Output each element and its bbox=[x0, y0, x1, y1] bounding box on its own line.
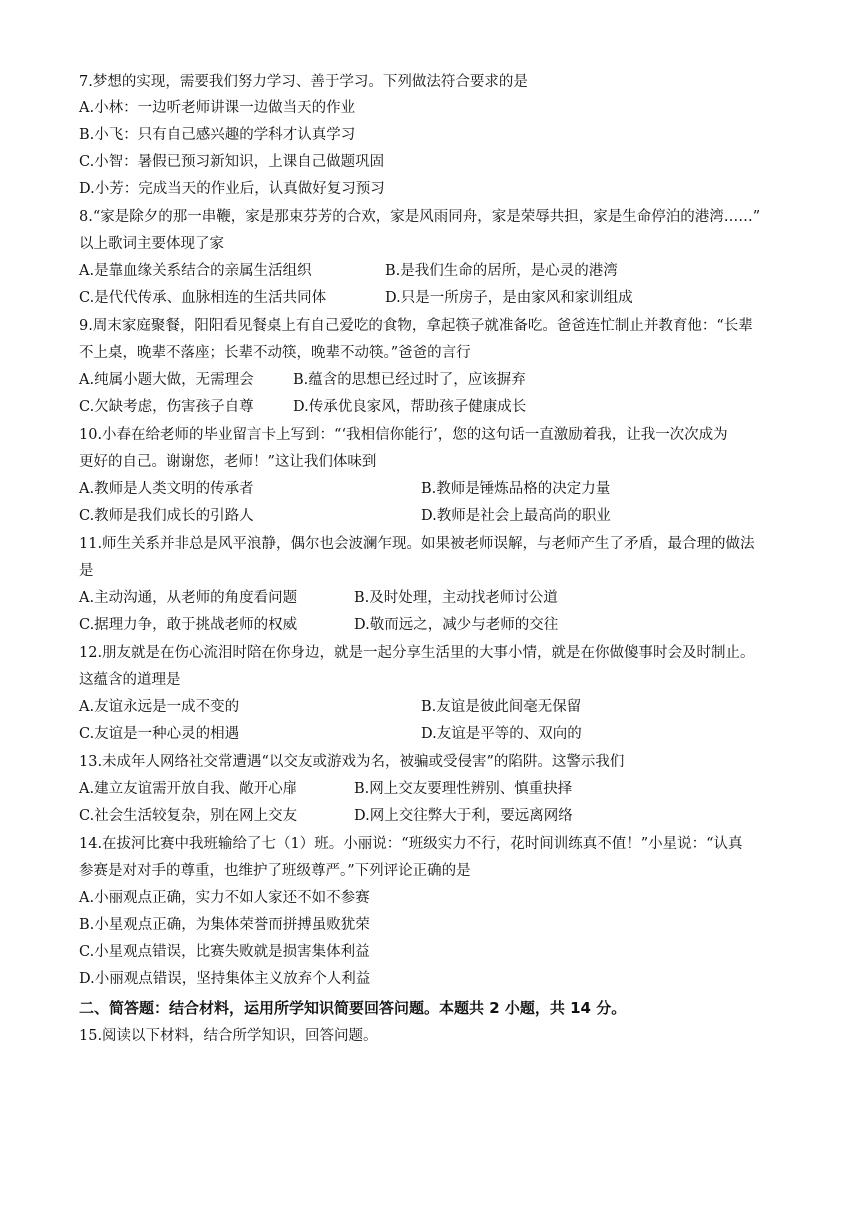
question-15-stem: 15.阅读以下材料，结合所学知识，回答问题。 bbox=[79, 1028, 378, 1044]
question-12-stem-line2: 这蕴含的道理是 bbox=[79, 672, 181, 688]
question-12-option-c: C.友谊是一种心灵的相遇 bbox=[79, 726, 240, 742]
question-11-option-a: A.主动沟通，从老师的角度看问题 bbox=[79, 590, 298, 606]
question-9-option-b: B.蕴含的思想已经过时了，应该摒弃 bbox=[293, 372, 526, 388]
question-9-stem-line1: 9.周末家庭聚餐，阳阳看见餐桌上有自己爱吃的食物，拿起筷子就准备吃。爸爸连忙制止并教育他：“长辈 bbox=[79, 318, 753, 334]
question-14-option-a: A.小丽观点正确，实力不如人家还不如不参赛 bbox=[79, 890, 370, 906]
question-14-stem-line2: 参赛是对对手的尊重，也维护了班级尊严。”下列评论正确的是 bbox=[79, 863, 471, 879]
question-10-option-c: C.教师是我们成长的引路人 bbox=[79, 508, 254, 524]
question-8-option-d: D.只是一所房子，是由家风和家训组成 bbox=[385, 290, 633, 306]
question-10-option-b: B.教师是锤炼品格的决定力量 bbox=[421, 481, 611, 497]
question-8-option-b: B.是我们生命的居所，是心灵的港湾 bbox=[385, 263, 618, 279]
question-13-option-b: B.网上交友要理性辨别、慎重抉择 bbox=[354, 781, 573, 797]
question-10-option-a: A.教师是人类文明的传承者 bbox=[79, 481, 254, 497]
question-8-stem-line2: 以上歌词主要体现了家 bbox=[79, 236, 224, 252]
question-7-option-b: B.小飞：只有自己感兴趣的学科才认真学习 bbox=[79, 127, 356, 143]
question-14-option-c: C.小星观点错误，比赛失败就是损害集体利益 bbox=[79, 944, 370, 960]
question-7-stem: 7.梦想的实现，需要我们努力学习、善于学习。下列做法符合要求的是 bbox=[79, 74, 528, 90]
question-9-option-d: D.传承优良家风，帮助孩子健康成长 bbox=[293, 399, 527, 415]
question-14-stem-line1: 14.在拔河比赛中我班输给了七（1）班。小丽说：“班级实力不行，花时间训练真不值！”小星说：“认真 bbox=[79, 836, 743, 852]
question-11-stem-line1: 11.师生关系并非总是风平浪静，偶尔也会波澜乍现。如果被老师误解，与老师产生了矛盾，最合理的做法 bbox=[79, 536, 755, 552]
question-11-option-b: B.及时处理，主动找老师讨公道 bbox=[354, 590, 558, 606]
question-7-option-c: C.小智：暑假已预习新知识，上课自己做题巩固 bbox=[79, 154, 385, 170]
question-13-option-d: D.网上交往弊大于利，要远离网络 bbox=[354, 808, 573, 824]
question-12-option-d: D.友谊是平等的、双向的 bbox=[421, 726, 582, 742]
question-8-stem-line1: 8.“家是除夕的那一串鞭，家是那束芬芳的合欢，家是风雨同舟，家是荣辱共担，家是生命停泊的港湾……” bbox=[79, 209, 761, 225]
question-12-stem-line1: 12.朋友就是在伤心流泪时陪在你身边，就是一起分享生活里的大事小情，就是在你做傻事时会及时制止。 bbox=[79, 645, 755, 661]
question-11-stem-line2: 是 bbox=[79, 563, 94, 579]
question-9-option-a: A.纯属小题大做，无需理会 bbox=[79, 372, 254, 388]
question-8-option-a: A.是靠血缘关系结合的亲属生活组织 bbox=[79, 263, 312, 279]
section-2-heading: 二、简答题：结合材料，运用所学知识简要回答问题。本题共 2 小题，共 14 分。 bbox=[79, 999, 627, 1017]
question-10-stem-line1: 10.小春在给老师的毕业留言卡上写到：“‘我相信你能行’，您的这句话一直激励着我，让我一次次成为 bbox=[79, 427, 728, 443]
question-13-option-a: A.建立友谊需开放自我、敞开心扉 bbox=[79, 781, 298, 797]
question-13-option-c: C.社会生活较复杂，别在网上交友 bbox=[79, 808, 298, 824]
question-7-option-a: A.小林：一边听老师讲课一边做当天的作业 bbox=[79, 100, 356, 116]
question-14-option-b: B.小星观点正确，为集体荣誉而拼搏虽败犹荣 bbox=[79, 917, 370, 933]
question-10-stem-line2: 更好的自己。谢谢您，老师！”这让我们体味到 bbox=[79, 454, 377, 470]
question-14-option-d: D.小丽观点错误，坚持集体主义放弃个人利益 bbox=[79, 971, 371, 987]
question-9-option-c: C.欠缺考虑，伤害孩子自尊 bbox=[79, 399, 254, 415]
question-7-option-d: D.小芳：完成当天的作业后，认真做好复习预习 bbox=[79, 181, 385, 197]
question-12-option-b: B.友谊是彼此间毫无保留 bbox=[421, 699, 582, 715]
question-11-option-c: C.据理力争，敢于挑战老师的权威 bbox=[79, 617, 298, 633]
question-11-option-d: D.敬而远之，减少与老师的交往 bbox=[354, 617, 559, 633]
question-10-option-d: D.教师是社会上最高尚的职业 bbox=[421, 508, 611, 524]
question-13-stem: 13.未成年人网络社交常遭遇“以交友或游戏为名，被骗或受侵害”的陷阱。这警示我们 bbox=[79, 754, 625, 770]
question-12-option-a: A.友谊永远是一成不变的 bbox=[79, 699, 240, 715]
question-8-option-c: C.是代代传承、血脉相连的生活共同体 bbox=[79, 290, 327, 306]
question-9-stem-line2: 不上桌，晚辈不落座；长辈不动筷，晚辈不动筷。”爸爸的言行 bbox=[79, 345, 471, 361]
